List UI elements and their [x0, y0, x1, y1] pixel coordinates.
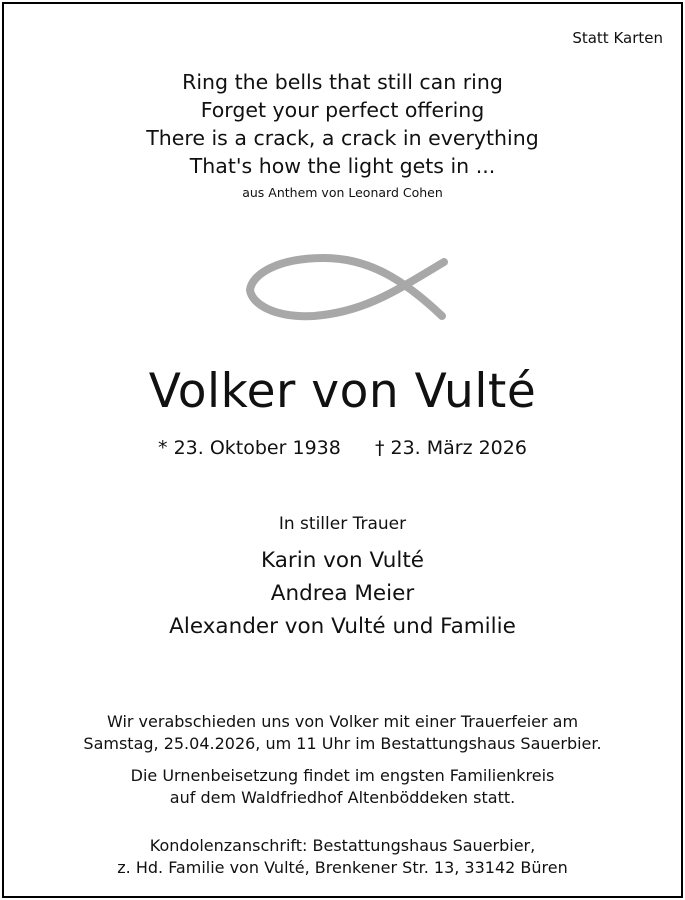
- ichthys-fish-icon: [244, 252, 449, 324]
- ceremony-line: Wir verabschieden uns von Volker mit einer Trauerfeier am: [106, 712, 579, 731]
- death-date: † 23. März 2026: [374, 437, 527, 459]
- mourner-name: Karin von Vulté: [260, 548, 424, 573]
- ceremony-line: Samstag, 25.04.2026, um 11 Uhr im Bestattungshaus Sauerbier.: [83, 734, 602, 753]
- condolence-line: z. Hd. Familie von Vulté, Brenkener Str. 13, 33142 Büren: [117, 858, 568, 877]
- condolence-line: Kondolenzanschrift: Bestattungshaus Sauerbier,: [149, 836, 536, 855]
- poem-line: Ring the bells that still can ring: [182, 70, 503, 94]
- life-dates: [4, 437, 681, 459]
- statt-karten-label: Statt Karten: [572, 29, 663, 47]
- birth-date: * 23. Oktober 1938: [158, 437, 341, 459]
- poem: [4, 68, 681, 180]
- poem-source: aus Anthem von Leonard Cohen: [242, 185, 443, 200]
- burial-info: [4, 765, 681, 809]
- ceremony-info: [4, 711, 681, 755]
- mourner-name: Alexander von Vulté und Familie: [169, 614, 516, 639]
- obituary-notice: [2, 2, 683, 898]
- deceased-name: Volker von Vulté: [148, 364, 537, 419]
- burial-line: auf dem Waldfriedhof Altenböddeken statt.: [169, 788, 516, 807]
- poem-line: There is a crack, a crack in everything: [146, 126, 539, 150]
- condolence-address: [4, 835, 681, 879]
- poem-line: That's how the light gets in ...: [189, 154, 496, 178]
- mourner-list: [4, 544, 681, 643]
- poem-line: Forget your perfect offering: [200, 98, 485, 122]
- mourning-intro: In stiller Trauer: [278, 514, 407, 534]
- mourner-name: Andrea Meier: [270, 581, 415, 606]
- burial-line: Die Urnenbeisetzung findet im engsten Familienkreis: [130, 766, 555, 785]
